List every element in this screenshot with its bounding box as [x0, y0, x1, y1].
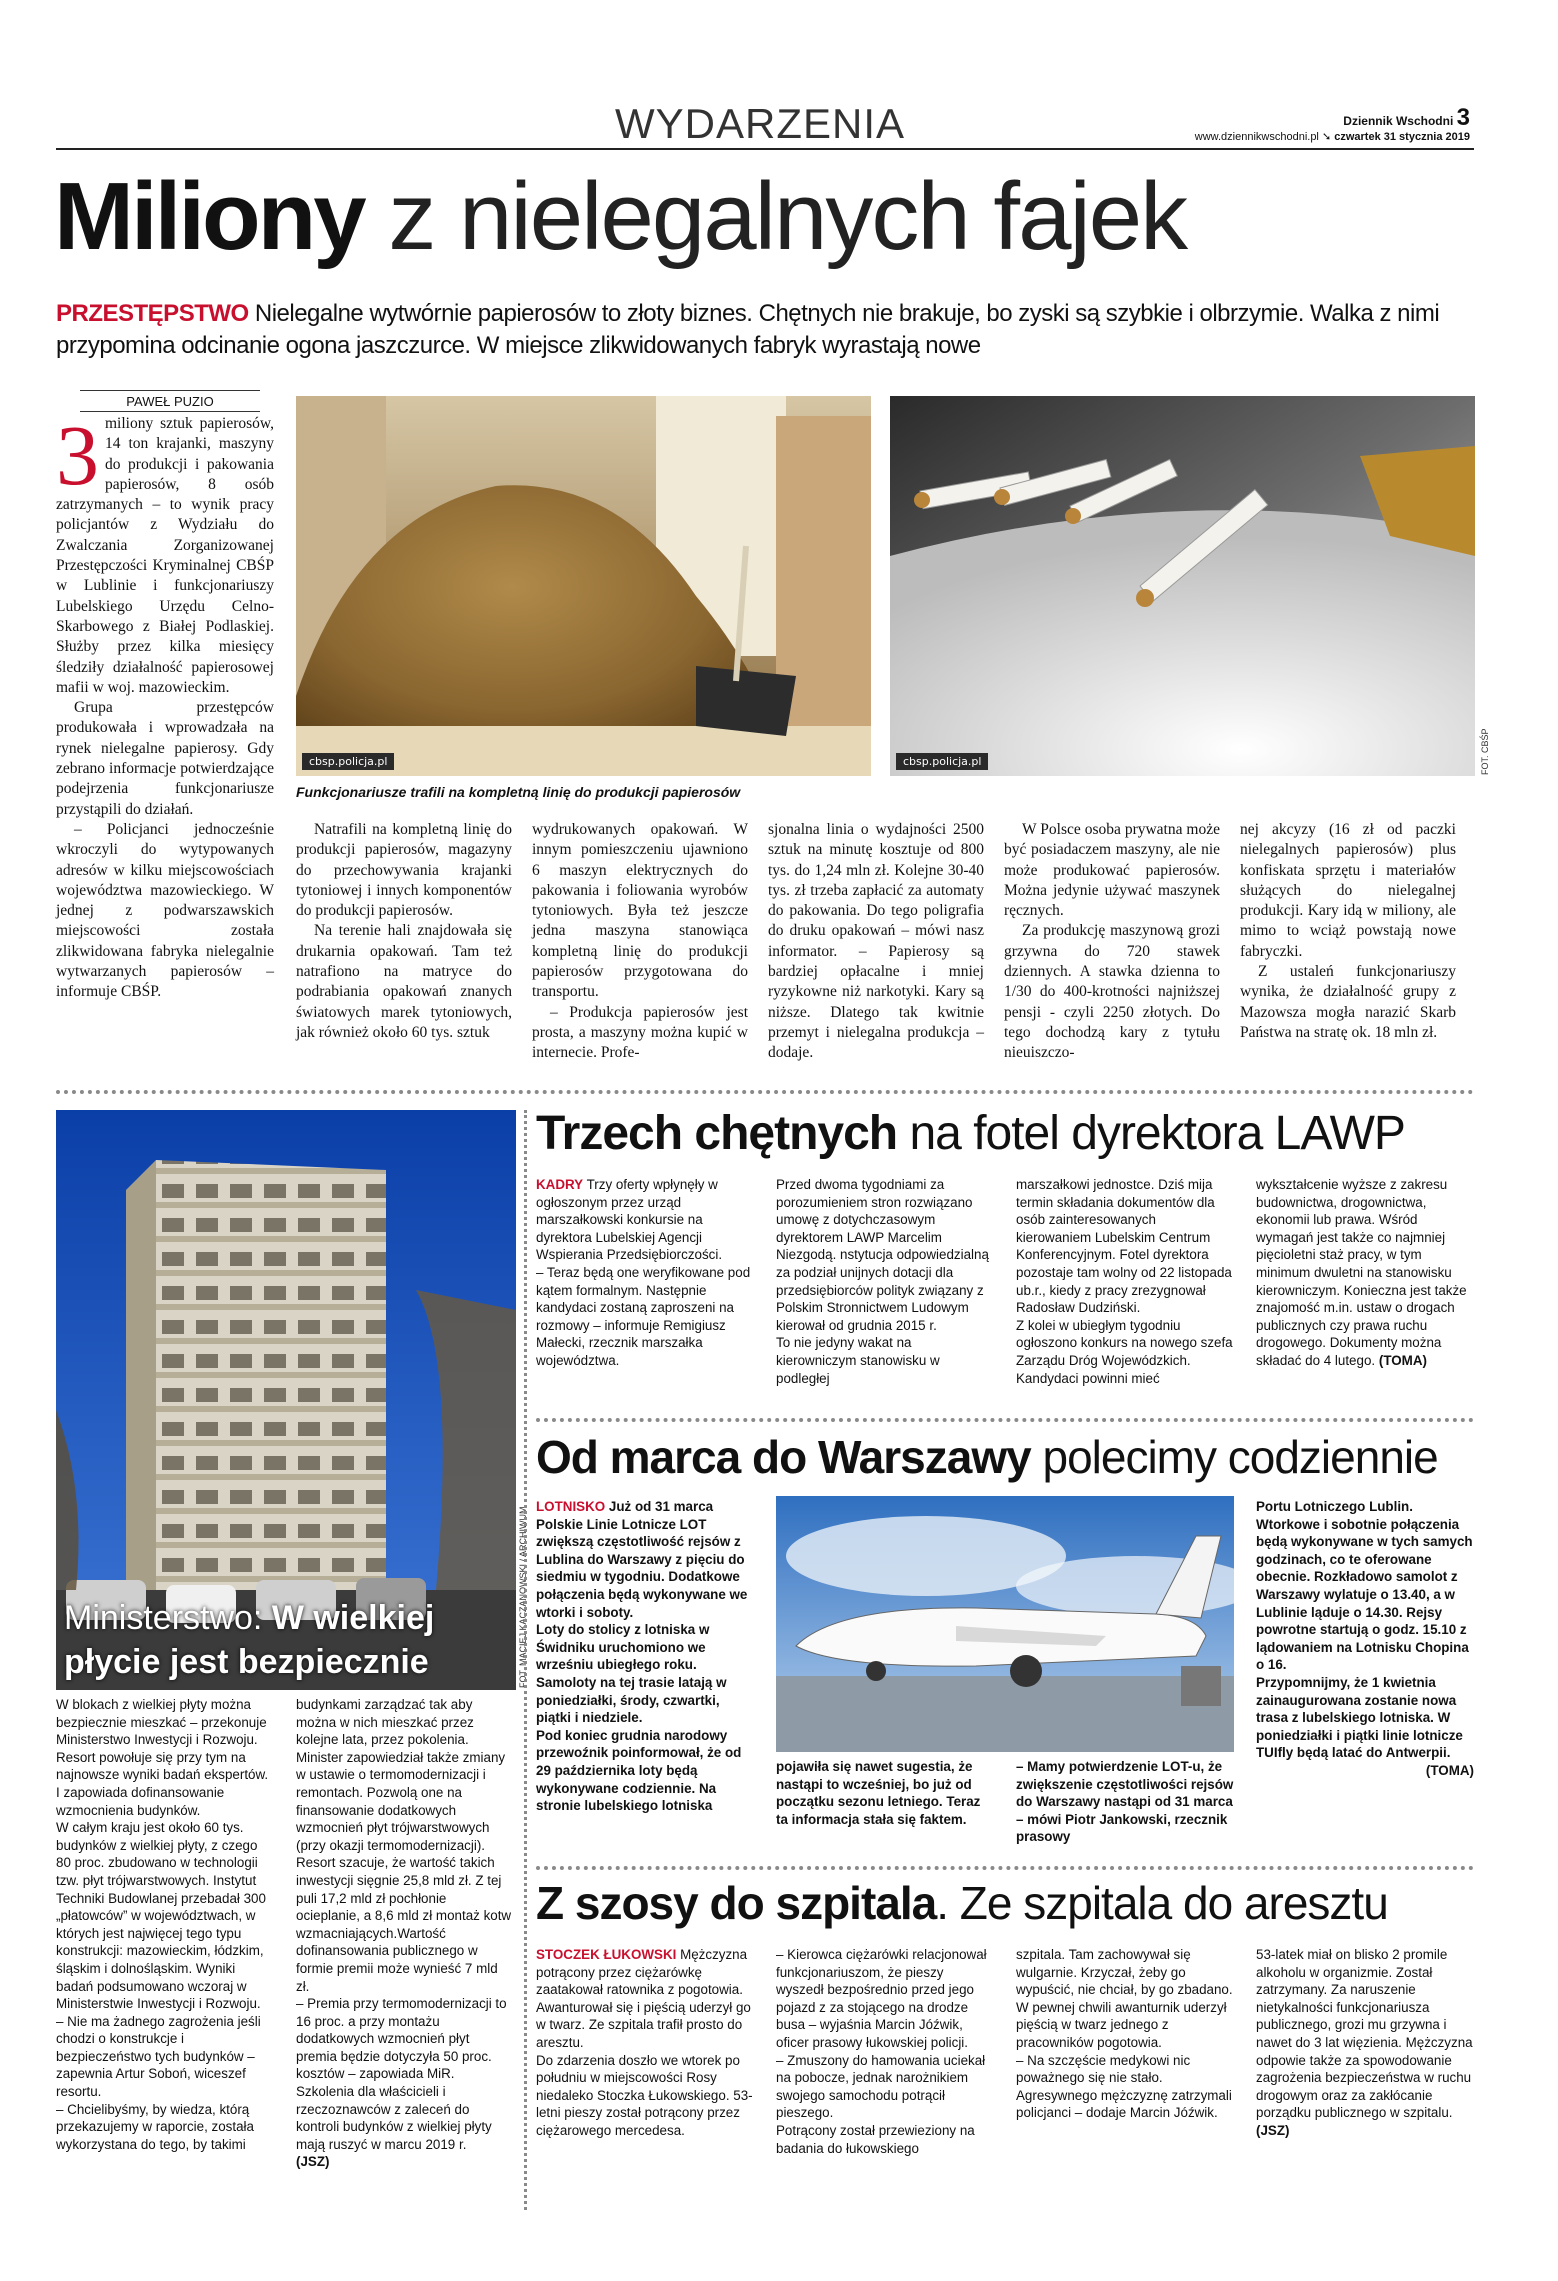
- main-col1-p2: Grupa przestępców produkowała i wprowadzała na rynek nielegalne papierosy. Gdy zebrano informacje potwierdzające podejrzenia funkcjonariusze przystąpili do działań.: [56, 699, 274, 818]
- main-col-6: [1240, 820, 1456, 1043]
- main-col5-p2: Za produkcję maszynową grozi grzywna do 720 stawek dziennych. A stawka dzienna to 1/30 do 400-krotności najniższej pensji - czyli 2250 złotych. Do tego dochodzą kary z tytułu nieuiszczo-: [1004, 922, 1220, 1062]
- hospital-col1-text: Mężczyzna potrącony przez ciężarówkę zaatakował ratownika z pogotowia. Awanturował się i pięścią uderzył go w twarz. Ze szpitala trafił prosto do aresztu. Do zdarzenia doszło we wtorek po południu w miejscowości Rosy niedaleko Stoczka Łukowskiego. 53-letni pieszy został potrącony przez ciężarowego mercedesa.: [536, 1947, 753, 2138]
- main-lead: [56, 298, 1476, 362]
- lawp-col-2: Przed dwoma tygodniami za porozumieniem stron rozwiązano umowę z dotychczasowym dyrektorem LAWP Marcelim Niezgodą. nstytucja odpowiedzialną za podział unijnych dotacji dla przedsiębiorców polityk związany z Polskim Stronnictwem Ludowym kierował od grudnia 2015 r. To nie jedyny wakat na kierowniczym stanowisku w podległej: [776, 1177, 989, 1386]
- main-col-1: [56, 407, 274, 1003]
- lawp-col-4: [1256, 1176, 1474, 1370]
- lawp-signature: (TOMA): [1378, 1352, 1427, 1368]
- airport-col-3: – Mamy potwierdzenie LOT-u, że zwiększenie częstotliwości rejsów do Warszawy nastąpi od 31 marca – mówi Piotr Jankowski, rzecznik prasowy: [1016, 1759, 1234, 1845]
- hospital-col4-text: 53-latek miał on blisko 2 promile alkoholu w organizmie. Został zatrzymany. Za naruszenie nietykalności funkcjonariusza publicznego, grozi mu grzywna i nawet do 3 lat więzienia. Mężczyzna odpowie także za spowodowanie zagrożenia bezpieczeństwa w ruchu drogowym oraz za zakłócanie porządku publicznego w szpitalu.: [1256, 1947, 1473, 2121]
- masthead-info: [1180, 104, 1470, 143]
- main-lead-kicker: PRZESTĘPSTWO: [56, 300, 249, 327]
- main-col-2: [296, 820, 512, 1043]
- main-col1-first: miliony sztuk papierosów, 14 ton krajanki, maszyny do produkcji i pakowania papierosów, 8 osób zatrzymanych – to wynik pracy policjantów z Wydziału do Zwalczania Zorganizowanej Przestępczości Kryminalnej CBŚP w Lublinie i funkcjonariuszy Lubelskiego Urzędu Celno-Skarbowego z Białej Podlaskiej. Służby przez kilka miesięcy śledziły działalność papierosowej mafii w woj. mazowieckim.: [56, 415, 274, 696]
- main-col6-p2: Z ustaleń funkcjonariuszy wynika, że działalność grupy z Mazowsza mogła narazić Skarb Państwa na stratę ok. 18 mln zł.: [1240, 963, 1456, 1041]
- lawp-col-3: marszałkowi jednostce. Dziś mija termin składania dokumentów dla osób zainteresowanych kierowaniem Lubelskim Centrum Konferencyjnym. Fotel dyrektora pozostaje tam wolny od 22 listopada ub.r., kiedy z pracy zrezygnował Radosław Dudziński. Z kolei w ubiegłym tygodniu ogłoszono konkurs na nowego szefa Zarządu Dróg Wojewódzkich. Kandydaci powinni mieć: [1016, 1177, 1233, 1386]
- airport-col-4: [1256, 1498, 1474, 1780]
- main-col3-p1: wydrukowanych opakowań. W innym pomieszczeniu ujawniono 6 maszyn elektrycznych do pakowania i foliowania wyrobów tytoniowych. Była też jeszcze jedna maszyna stanowiąca kompletną linię do produkcji papierosów przygotowana do transportu.: [532, 821, 748, 1001]
- main-col1-p3: – Policjanci jednocześnie wkroczyli do wytypowanych adresów w kilku miejscowościach województwa mazowieckiego. W jednej z podwarszawskich miejscowości została zlikwidowana fabryka nielegalnie wytwarzanych papierosów – informuje CBŚP.: [56, 820, 274, 1001]
- section-header: WYDARZENIA: [614, 100, 905, 147]
- lawp-headline-rest: na fotel dyrektora LAWP: [897, 1107, 1405, 1160]
- airport-headline: [536, 1430, 1438, 1484]
- main-col2-p1: Natrafili na kompletną linię do produkcji papierosów, magazyny do przechowywania krajanki tytoniowej i innych komponentów do produkcji papierosów.: [296, 821, 512, 920]
- main-col-3: [532, 820, 748, 1064]
- main-col2-p2: Na terenie hali znajdowała się drukarnia opakowań. Tam też natrafiono na matryce do podrabiania opakowań znanych światowych marek tytoniowych, jak również około 60 tys. sztuk: [296, 922, 512, 1041]
- building-signature: (JSZ): [296, 2154, 330, 2170]
- hospital-kicker: STOCZEK ŁUKOWSKI: [536, 1947, 677, 1962]
- main-col5-p1: W Polsce osoba prywatna może być posiadaczem maszyny, ale nie może produkować papierosów. Można jedynie używać maszynek ręcznych.: [1004, 821, 1220, 920]
- hospital-signature: (JSZ): [1256, 2122, 1290, 2138]
- lawp-col1-text: Trzy oferty wpłynęły w ogłoszonym przez urząd marszałkowski konkursie na dyrektora Lubelskiej Agencji Wspierania Przedsiębiorczości. – Teraz będą one weryfikowane pod kątem formalnym. Następnie kandydaci zostaną zaproszeni na rozmowy – informuje Remigiusz Małecki, rzecznik marszałka województwa.: [536, 1177, 751, 1368]
- airport-signature: (TOMA): [1425, 1762, 1474, 1778]
- header-rule: [56, 148, 1474, 150]
- photo-vertical-credit: FOT. CBŚP: [1480, 728, 1490, 775]
- main-col6-p1: nej akcyzy (16 zł od paczki nielegalnych papierosów) plus konfiskata sprzętu i materiałów służących do nielegalnej produkcji. Kary idą w miliony, ale mimo to wciąż powstają nowe fabryczki.: [1240, 821, 1456, 960]
- lawp-headline: [536, 1106, 1405, 1161]
- building-overlay-bold-2: płycie jest bezpiecznie: [64, 1643, 429, 1681]
- building-col-1: W blokach z wielkiej płyty można bezpiecznie mieszkać – przekonuje Ministerstwo Inwestycji i Rozwoju. Resort powołuje się przy tym na najnowsze wyniki badań ekspertów. I zapowiada dofinansowanie wzmocnienia budynków. W całym kraju jest około 60 tys. budynków z wielkiej płyty, z czego 80 proc. zbudowano w technologii tzw. płyt trójwarstwowych. Instytut Techniki Budowlanej przebadał 300 „płatowców” w województwach, w których jest najwięcej tego typu konstrukcji: mazowieckim, łódzkim, śląskim i dolnośląskim. Wyniki badań podsumowano wczoraj w Ministerstwie Inwestycji i Rozwoju. – Nie ma żadnego zagrożenia jeśli chodzi o konstrukcje i bezpieczeństwo tych budynków – zapewnia Artur Soboń, wiceszef resortu. – Chcielibyśmy, by wiedza, którą przekazujemy w raporcie, została wykorzystana do tego, by takimi: [56, 1697, 269, 2152]
- dropcap: 3: [56, 407, 99, 503]
- airplane-illustration: [776, 1496, 1234, 1752]
- airport-kicker: LOTNISKO: [536, 1499, 606, 1514]
- page-number: 3: [1456, 104, 1470, 131]
- main-headline-bold: Miliony: [54, 163, 364, 270]
- main-headline-rest: z nielegalnych fajek: [363, 163, 1187, 270]
- building-vertical-separator: [524, 1110, 527, 2210]
- main-col3-p2: – Produkcja papierosów jest prosta, a maszyny można kupić w internecie. Profe-: [532, 1003, 748, 1062]
- hospital-headline: [536, 1876, 1388, 1930]
- hospital-headline-rest: . Ze szpitala do aresztu: [936, 1877, 1388, 1929]
- hospital-col-3: szpitala. Tam zachowywał się wulgarnie. Krzyczał, żeby go wypuścić, nie chciał, by go zbadano. W pewnej chwili awanturnik uderzył pięścią w twarz jednego z pracowników pogotowia. – Na szczęście medykowi nic poważnego się nie stało. Agresywnego mężczyznę zatrzymali policjanci – dodaje Marcin Jóźwik.: [1016, 1947, 1233, 2121]
- building-col2-text: budynkami zarządzać tak aby można w nich mieszkać przez kolejne lata, przez pokolenia. Minister zapowiedział także zmiany w ustawie o termomodernizacji i remontach. Pozwolą one na finansowanie dodatkowych wzmocnień płyt trójwarstwowych (przy okazji termomodernizacji). Resort szacuje, że wartość takich inwestycji sięgnie 25,8 mld zł. Z tej puli 17,2 mld zł pochłonie ocieplanie, a 8,6 mld zł montaż kotw wzmacniających.Wartość dofinansowania publicznego w formie premii może wynieść 7 mld zł. – Premia przy termomodernizacji to 16 proc. a przy montażu dodatkowych wzmocnień płyt premia będzie dotyczyła 50 proc. kosztów – zapowiada MiR. Szkolenia dla właścicieli i rzeczoznawców z zaleceń do kontroli budynków z wielkiej płyty mają ruszyć w marcu 2019 r.: [296, 1697, 512, 2152]
- airport-col-1: [536, 1498, 754, 1815]
- main-headline: [54, 162, 1186, 272]
- building-overlay-title: [64, 1596, 514, 1684]
- cigarettes-photo: [890, 396, 1475, 776]
- building-photo: [56, 1110, 516, 1690]
- hospital-col-1: [536, 1946, 754, 2140]
- lawp-col4-text: wykształcenie wyższe z zakresu budownictwa, drogownictwa, ekonomii lub prawa. Wśród wymagań jest także co najmniej pięcioletni staż pracy, w tym minimum dwuletni na stanowisku kierowniczym. Konieczna jest także znajomość m.in. ustaw o drogach publicznych czy prawa ruchu drogowego. Dokumenty można składać do 4 lutego.: [1256, 1177, 1467, 1368]
- hospital-col-4: [1256, 1946, 1474, 2140]
- airport-col4-text: Portu Lotniczego Lublin. Wtorkowe i sobotnie połączenia będą wykonywane w tych samych godzinach, co te oferowane obecnie. Rozkładowo samolot z Warszawy wylatuje o 13.40, a w Lublinie ląduje o 14.30. Rejsy powrotne startują o godz. 15.10 z lądowaniem na Lotnisku Chopina o 16. Przypomnijmy, że 1 kwietnia zainaugurowana zostanie nowa trasa z lubelskiego lotniska. W poniedziałki i piątki linie lotnicze TUIfly będą latać do Antwerpii.: [1256, 1499, 1473, 1761]
- airport-bottom-separator: [536, 1866, 1474, 1870]
- building-overlay-bold-1: W wielkiej: [262, 1599, 435, 1637]
- cursor-arrow-icon: ➘: [1321, 131, 1332, 143]
- main-lead-text: Nielegalne wytwórnie papierosów to złoty biznes. Chętnych nie brakuje, bo zyski są szybkie i olbrzymie. Walka z nimi przypomina odcinanie ogona jaszczurce. W miejsce zlikwidowanych fabryk wyrastają nowe: [56, 300, 1440, 359]
- issue-date: czwartek 31 stycznia 2019: [1334, 131, 1470, 143]
- building-col-2: [296, 1696, 514, 2171]
- airport-headline-bold: Od marca do Warszawy: [536, 1431, 1031, 1483]
- airport-col-2: pojawiła się nawet sugestia, że nastąpi to wcześniej, bo już od początku sezonu letniego. Teraz ta informacja stała się faktem.: [776, 1759, 981, 1827]
- lawp-bottom-separator: [536, 1418, 1474, 1422]
- hospital-headline-bold: Z szosy do szpitala: [536, 1877, 937, 1929]
- main-col4-p1: sjonalna linia o wydajności 2500 sztuk na minutę kosztuje od 800 tys. do 1,24 mln zł. Kolejne 30-40 tys. zł trzeba zapłacić za automaty do pakowania. Do tego poligrafia do druku opakowań – mówi nasz informator. – Papierosy są bardziej opłacalne i mniej ryzykowne niż narkotyki. Kary są niższe. Dlatego tak kwitnie przemyt i nielegalna produkcja – dodaje.: [768, 821, 984, 1062]
- airport-headline-rest: polecimy codziennie: [1030, 1431, 1438, 1483]
- building-photo-credit: FOT. MACIEJ KACZANOWSKI / ARCHIWUM: [518, 1506, 528, 1688]
- main-bottom-separator: [56, 1090, 1474, 1094]
- airplane-photo: [776, 1496, 1234, 1752]
- tobacco-photo: [296, 396, 871, 776]
- lawp-headline-bold: Trzech chętnych: [536, 1107, 898, 1160]
- lawp-col-1: [536, 1176, 754, 1370]
- cigarettes-illustration: [890, 396, 1475, 776]
- tobacco-illustration: [296, 396, 871, 776]
- author: PAWEŁ PUZIO: [126, 394, 214, 409]
- website-url[interactable]: www.dziennikwschodni.pl: [1194, 131, 1319, 143]
- newspaper-name: Dziennik Wschodni: [1343, 114, 1454, 128]
- photo-credit-2: cbsp.policja.pl: [896, 753, 988, 770]
- author-rule-bottom: [80, 411, 260, 412]
- main-col-5: [1004, 820, 1220, 1064]
- airport-col1-text: Już od 31 marca Polskie Linie Lotnicze LOT zwiększą częstotliwość rejsów z Lublina do Warszawy z pięciu do siedmiu w tygodniu. Dodatkowe połączenia będą wykonywane we wtorki i soboty. Loty do stolicy z lotniska w Świdniku uruchomiono we wrześniu ubiegłego roku. Samoloty na tej trasie latają w poniedziałki, środy, czwartki, piątki i niedziele. Pod koniec grudnia narodowy przewoźnik poinformował, że od 29 października loty będą wykonywane codziennie. Na stronie lubelskiego lotniska: [536, 1499, 748, 1814]
- photo-caption: Funkcjonariusze trafili na kompletną linię do produkcji papierosów: [296, 784, 741, 800]
- main-col-4: [768, 820, 984, 1064]
- building-overlay-light: Ministerstwo:: [64, 1599, 263, 1637]
- photo-credit-1: cbsp.policja.pl: [302, 753, 394, 770]
- lawp-kicker: KADRY: [536, 1177, 584, 1192]
- hospital-col-2: – Kierowca ciężarówki relacjonował funkcjonariuszom, że pieszy wyszedł bezpośrednio przed jego pojazd z za stojącego na drodze busa – wyjaśnia Marcin Jóźwik, oficer prasowy łukowskiej policji. – Zmuszony do hamowania uciekał na pobocze, jednak narożnikiem swojego samochodu potrącił pieszego. Potrącony został przewieziony na badania do łukowskiego: [776, 1947, 987, 2156]
- author-rule: [80, 390, 260, 391]
